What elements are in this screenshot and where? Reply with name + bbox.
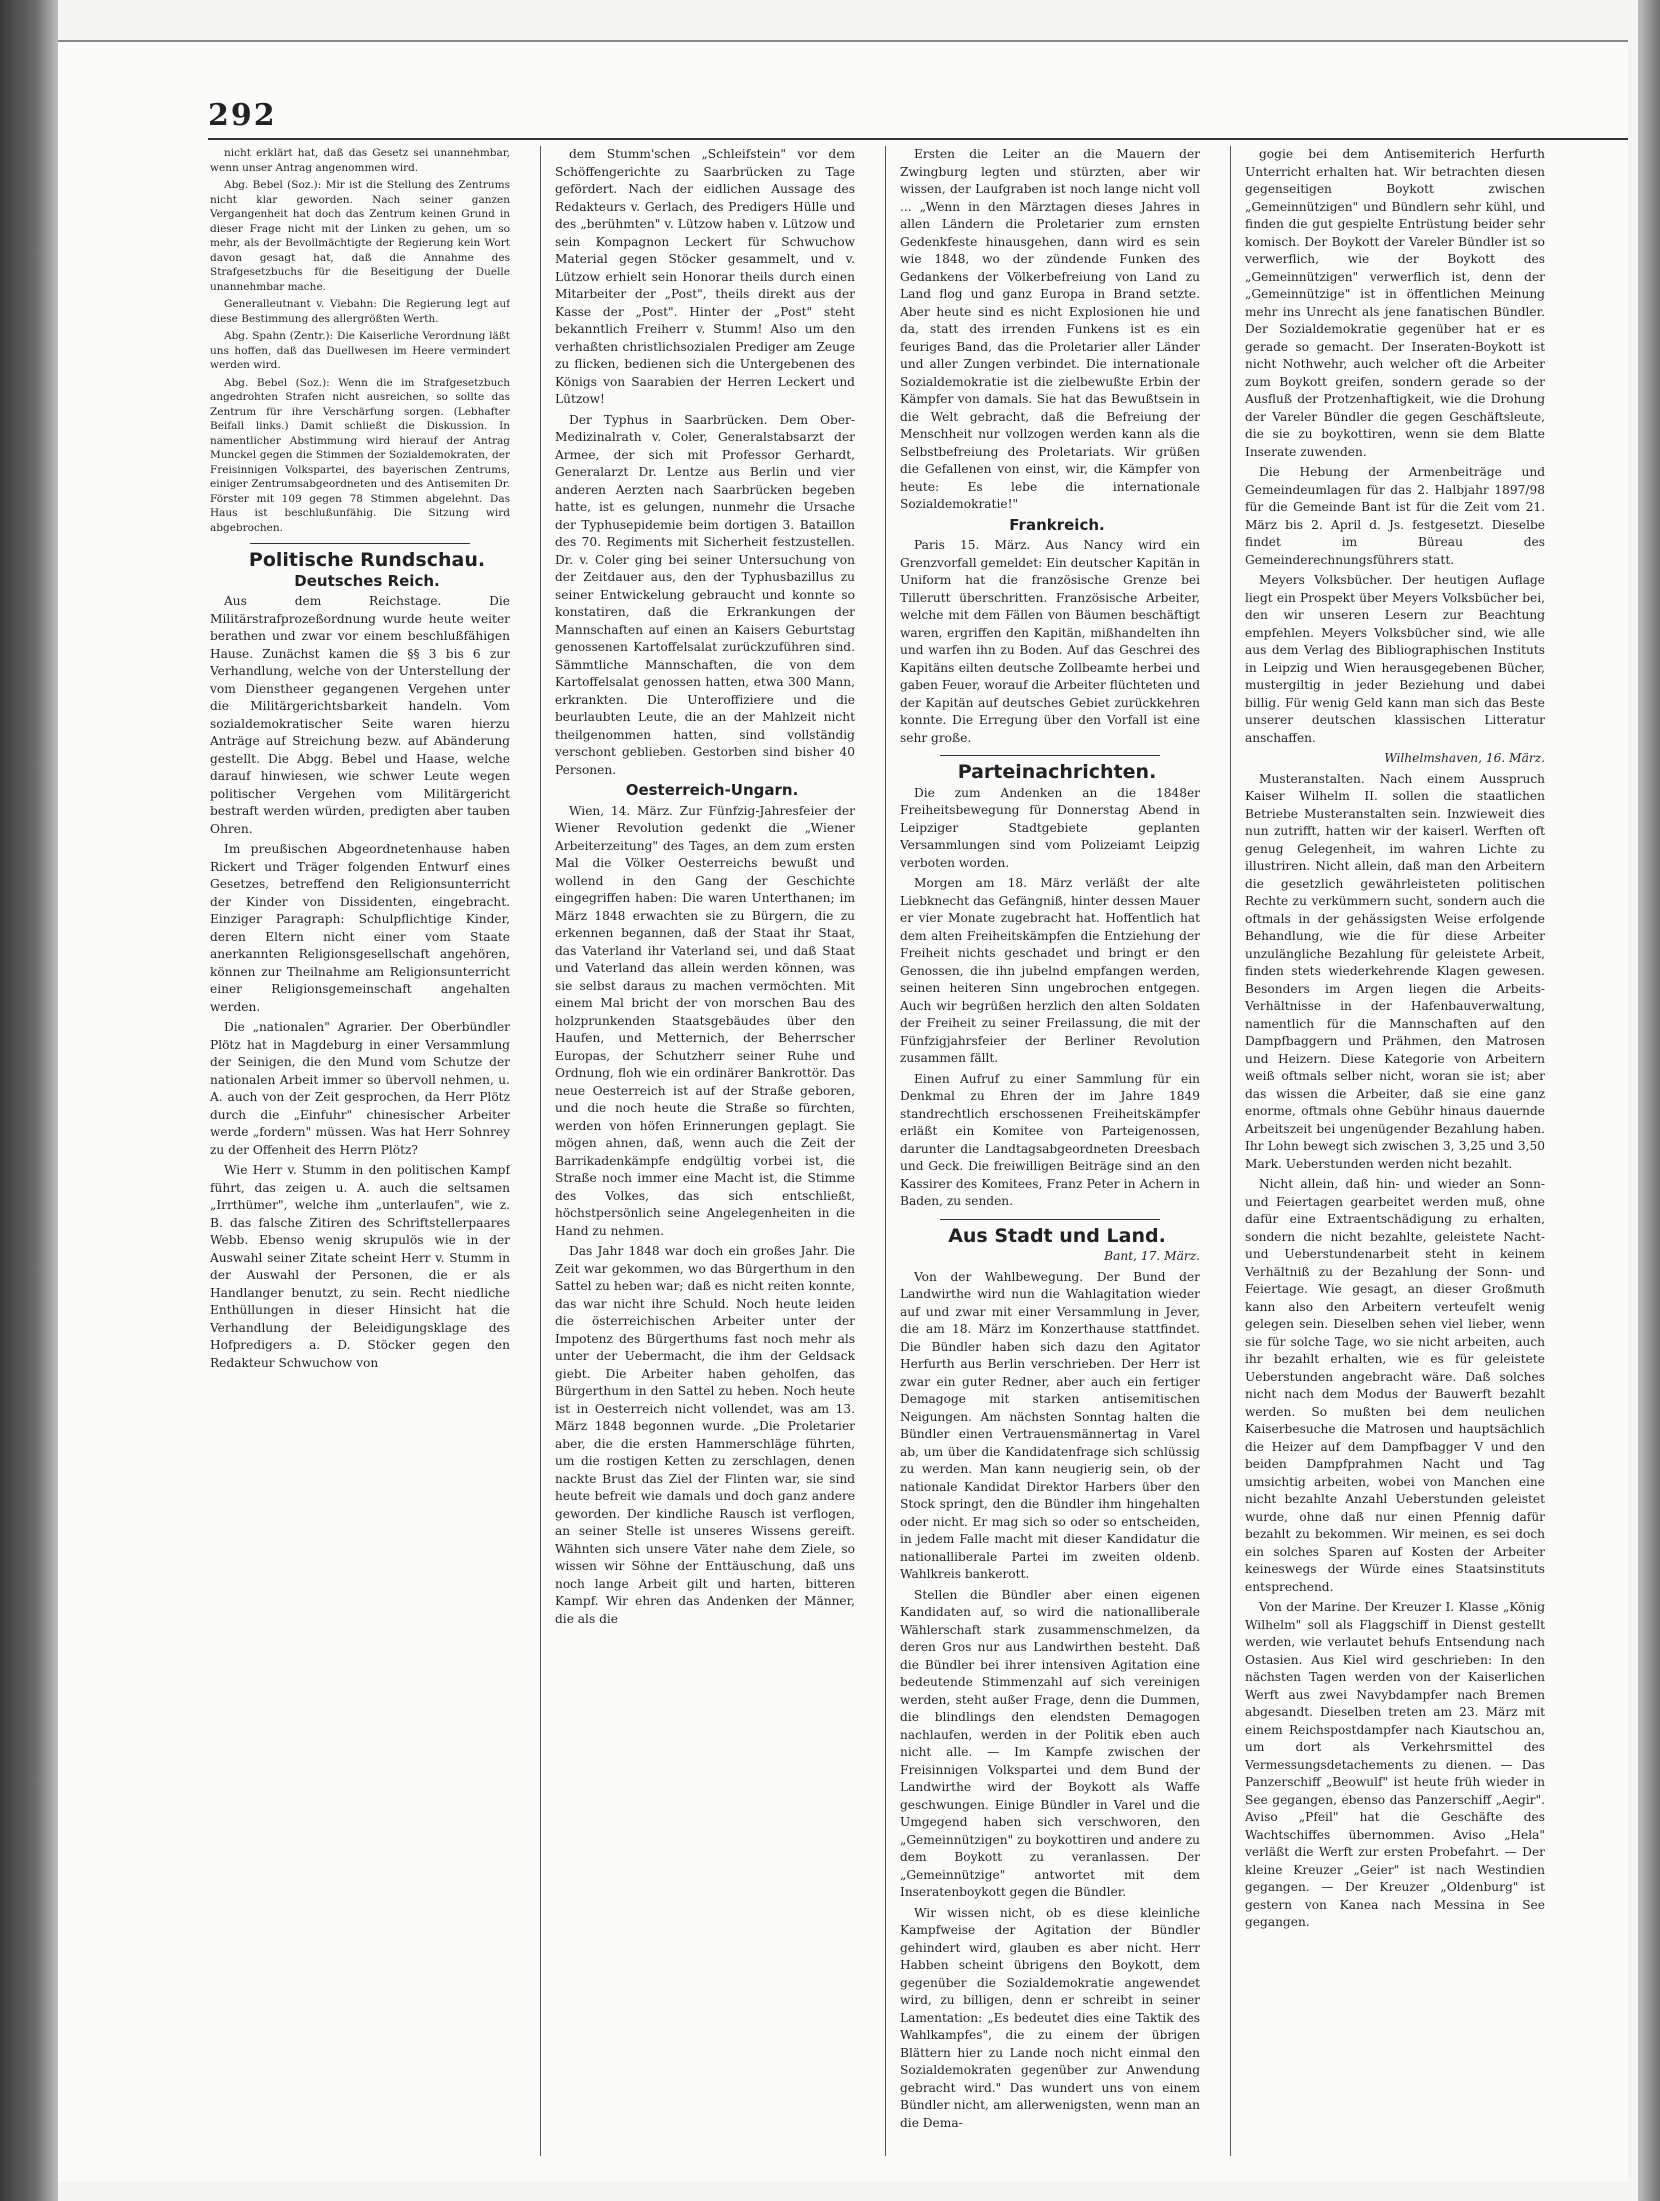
paragraph: Wie Herr v. Stumm in den politischen Kampf führt, das zeigen u. A. auch die seltsamen „Irrthümer", welche ihm „unterlaufen", wie z. B. das falsche Zitiren des Schriftstellerpaares Webb. Ebenso wenig skrupulös wie in der Auswahl seiner Zitate scheint Herr v. Stumm in der Auswahl der Personen, die er als Handlanger benutzt, zu sein. Recht niedliche Enthüllungen in dieser Hinsicht hat die Verhandlung der Beleidigungsklage des Hofpredigers a. D. Stöcker gegen den Redakteur Schwuchow von — [210, 1163, 510, 1370]
section-heading: Parteinachrichten. — [957, 761, 1157, 783]
subsection-heading: Deutsches Reich. — [294, 571, 440, 590]
paragraph: Einen Aufruf zu einer Sammlung für ein Denkmal zu Ehren der im Jahre 1849 standrechtlich erschossenen Freiheitskämpfer erläßt ein Komitee von Parteigenossen, darunter die Landtagsabgeordneten Dreesbach und Geck. Die freiwilligen Beiträge sind an den Kassirer des Komitees, Franz Peter in Achern in Baden, zu senden. — [900, 1071, 1200, 1208]
column-divider — [885, 146, 886, 2156]
paragraph: Morgen am 18. März verläßt der alte Liebknecht das Gefängniß, hinter dessen Mauer er vier Monate zugebracht hat. Hoffentlich hat dem alten Freiheitskämpfen die Entziehung der Freiheit nichts geschadet und bringt er den Genossen, die ihn jubelnd empfangen werden, seinen heiteren Sinn ungebrochen entgegen. Auch wir begrüßen herzlich den alten Soldaten der Freiheit zu seiner Freilassung, die mit der Fünfzigjahrsfeier der Berliner Revolution zusammen fällt. — [900, 876, 1200, 1065]
paragraph: Die „nationalen" Agrarier. Der Oberbündler Plötz hat in Magdeburg in einer Versammlung der Seinigen, die den Mund vom Schutze der nationalen Arbeit immer so übervoll nehmen, u. A. auch von der Zeit gesprochen, da Herr Plötz durch die „Einfuhr" chinesischer Arbeiter werde „fordern" müssen. Was hat Herr Sohnrey zu der Offenheit des Herrn Plötz? — [210, 1020, 510, 1157]
paragraph: Von der Wahlbewegung. Der Bund der Landwirthe wird nun die Wahlagitation wieder auf und zwar mit einer Versammlung in Jever, die am 18. März im Konzerthause stattfindet. Die Bündler haben sich dazu den Agitator Herfurth aus Berlin verschrieben. Der Herr ist zwar ein guter Redner, aber auch ein fertiger Demagoge mit starken antisemitischen Neigungen. Am nächsten Sonntag halten die Bündler einen Vertrauensmännertag in Varel ab, um über die Kandidatenfrage sich schlüssig zu werden. Man kann neugierig sein, ob der nationale Kandidat Direktor Harbers über den Stock springt, den die Bündler ihm hingehalten oder nicht. Er mag sich so oder so entscheiden, in jedem Falle macht mit dieser Kandidatur die nationalliberale Partei im zweiten oldenb. Wahlkreis bankerott. — [900, 1269, 1200, 1581]
paragraph: Abg. Spahn (Zentr.): Die Kaiserliche Verordnung läßt uns hoffen, daß das Duellwesen im Heere vermindert werden wird. — [210, 330, 510, 371]
header-rule — [208, 138, 1628, 140]
subsection-heading: Frankreich. — [1009, 515, 1105, 534]
paragraph: Generalleutnant v. Viebahn: Die Regierung legt auf diese Bestimmung des allergrößten Werth. — [210, 298, 510, 325]
column-divider — [1230, 146, 1231, 2156]
paragraph: Nicht allein, daß hin- und wieder an Sonn- und Feiertagen gearbeitet werden muß, ohne dafür eine Extraentschädigung zu erhalten, sondern die nicht bezahlte, geleistete Nacht- und Ueberstundenarbeit steht in keinem Verhältniß zu der Bezahlung der Sonn- und Feiertage. Wie gesagt, an dieser Großmuth kann also den Arbeitern verteufelt wenig gelegen sein. Dieselben sehen viel lieber, wenn sie für solche Tage, wo sie nicht arbeiten, auch ihr bezahlt erhalten, wie es für geleistete Ueberstunden angebracht wäre. Daß solches nicht nach dem Modus der Bauwerft bezahlt werden. So mußten bei dem neulichen Kaiserbesuche die Matrosen und hauptsächlich die Heizer auf dem Dampfbagger V und den beiden Dampfprahmen Nacht und Tag umsichtig arbeiten, wobei von Manchen eine nicht bezahlte Anzahl Ueberstunden geleistet wurde, ohne daß nur einen Pfennig dafür bezahlt zu bekommen. Wir meinen, es sei doch ein solches Sparen auf Kosten der Arbeiter keineswegs der Würde eines Staatsinstituts entsprechend. — [1245, 1177, 1545, 1594]
paragraph: dem Stumm'schen „Schleifstein" vor dem Schöffengerichte zu Saarbrücken zu Tage gefördert. Nach der eidlichen Aussage des Redakteurs v. Gerlach, des Predigers Hülle und des „berühmten" v. Lützow haben v. Lützow und sein Kompagnon Leckert für Schwuchow Material gegen Stöcker gesammelt, und v. Lützow erhielt sein Honorar theils durch einen Mitarbeiter der „Post", theils direkt aus der Kasse der „Post". Hinter der „Post" steht bekanntlich Freiherr v. Stumm! Also um den verhaßten christlichsozialen Prediger am Zeuge zu flicken, bedienen sich die Untergebenen des Königs von Saarabien der Herren Leckert und Lützow! — [555, 147, 855, 406]
section-separator — [940, 1219, 1160, 1220]
paragraph: Abg. Bebel (Soz.): Wenn die im Strafgesetzbuch angedrohten Strafen nicht ausreichen, so sollte das Zentrum für ihre Verschärfung sorgen. (Lebhafter Beifall links.) Damit schließt die Diskussion. In namentlicher Abstimmung wird hierauf der Antrag Munckel gegen die Stimmen der Sozialdemokraten, der Freisinnigen Volkspartei, des bayerischen Zentrums, einiger Zentrumsabgeordneten und des Antisemiten Dr. Förster mit 109 gegen 78 Stimmen abgelehnt. Das Haus ist beschlußunfähig. Die Sitzung wird abgebrochen. — [210, 376, 510, 534]
column-divider — [540, 146, 541, 2156]
subsection-heading: Oesterreich-Ungarn. — [625, 781, 799, 799]
paragraph: Die zum Andenken an die 1848er Freiheitsbewegung für Donnerstag Abend in Leipziger Stadtgebiete geplanten Versammlungen sind vom Polizeiamt Leipzig verboten worden. — [900, 785, 1200, 870]
dateline: Wilhelmshaven, 16. März. — [1384, 751, 1545, 765]
paragraph: nicht erklärt hat, daß das Gesetz sei unannehmbar, wenn unser Antrag angenommen wird. — [210, 147, 510, 174]
paragraph: Abg. Bebel (Soz.): Mir ist die Stellung des Zentrums nicht klar geworden. Nach seiner ganzen Vergangenheit hat doch das Zentrum keinen Grund in dieser Frage nicht mit der Linken zu gehen, um so mehr, als der Bevollmächtigte der Regierung kein Wort davon gesagt hat, daß die Annahme des Strafgesetzbuchs für die Beseitigung der Duelle unannehmbar mache. — [210, 179, 510, 293]
paragraph: Paris 15. März. Aus Nancy wird ein Grenzvorfall gemeldet: Ein deutscher Kapitän in Uniform hat die französische Grenze bei Tillerutt überschritten. Französische Arbeiter, welche mit dem Fällen von Bäumen beschäftigt waren, ergriffen den Kapitän, mißhandelten ihn und warfen ihn zu Boden. Auf das Geschrei des Kapitäns eilten deutsche Zollbeamte herbei und gaben Feuer, worauf die Arbeiter flüchteten und der Kapitän auf deutsches Gebiet zurückkehren konnte. Die Erregung über den Vorfall ist eine sehr große. — [900, 538, 1200, 745]
paragraph: Von der Marine. Der Kreuzer I. Klasse „König Wilhelm" soll als Flaggschiff in Dienst gestellt werden, wie verlautet behufs Entsendung nach Ostasien. Aus Kiel wird geschrieben: In den nächsten Tagen werden von der Kaiserlichen Werft aus zwei Navybdampfer nach Bremen abgesandt. Dieselben treten am 23. März mit einem Reichspostdampfer nach Kiautschou an, um dort als Verkehrsmittel des Vermessungsdetachements zu dienen. — Das Panzerschiff „Beowulf" ist heute früh wieder in See gegangen, ebenso das Panzerschiff „Aegir". Aviso „Pfeil" hat die Geschäfte des Wachtschiffes übernommen. Aviso „Hela" verläßt die Werft zur ersten Probefahrt. — Der kleine Kreuzer „Geier" ist nach Westindien gegangen. — Der Kreuzer „Oldenburg" ist gestern von Kanea nach Messina in See gegangen. — [1245, 1600, 1545, 1929]
column-3 — [900, 146, 1200, 2156]
paragraph: Stellen die Bündler aber einen eigenen Kandidaten auf, so wird die nationalliberale Wählerschaft stark zusammenschmelzen, da deren Gros nur aus Landwirthen besteht. Daß die Bündler bei ihrer intensiven Agitation eine bedeutende Stimmenzahl auf sich vereinigen werden, steht außer Frage, denn die Dummen, die blindlings den elendsten Demagogen nachlaufen, werden in der Politik eben auch nicht alle. — Im Kampfe zwischen der Freisinnigen Volkspartei und dem Bund der Landwirthe wird der Boykott als Waffe geschwungen. Einige Bündler in Varel und die Umgegend haben sich verschworen, den „Gemeinnützigen" zu boykottiren und andere zu dem Boykott zu veranlassen. Der „Gemeinnützige" antwortet mit dem Inseratenboykott gegen die Bündler. — [900, 1587, 1200, 1899]
section-separator — [940, 755, 1160, 756]
paragraph: Meyers Volksbücher. Der heutigen Auflage liegt ein Prospekt über Meyers Volksbücher bei, den wir unseren Lesern zur Beachtung empfehlen. Meyers Volksbücher sind, wie alle aus dem Verlag des Bibliographischen Instituts in Leipzig und Wien herausgegebenen Bücher, mustergiltig in jeder Beziehung und dabei billig. Für wenig Geld kann man sich das Beste unserer deutschen klassischen Litteratur anschaffen. — [1245, 573, 1545, 745]
page-number: 292 — [208, 98, 277, 133]
column-4 — [1245, 146, 1545, 2156]
section-heading: Politische Rundschau. — [248, 549, 486, 571]
paragraph: gogie bei dem Antisemiterich Herfurth Unterricht erhalten hat. Wir betrachten diesen gegenseitigen Boykott zwischen „Gemeinnützigen" und Bündlern sehr kühl, und finden die gut gespielte Entrüstung beider sehr komisch. Der Boykott der Vareler Bündler ist so verwerflich, wie der Boykott des „Gemeinnützigen" verwerflich ist, denn der „Gemeinnützige" ist in öffentlichen Meinung mehr ins Unrecht als jene fanatischen Bündler. Der Sozialdemokratie gegenüber hat er es gerade so gemacht. Der Inseraten-Boykott ist nicht Nothwehr, auch welcher oft die Arbeiter zum Boykott greifen, sondern gerade so der Ausfluß der Protzenhaftigkeit, wie die Drohung der Vareler Bündler die gegen Geschäftsleute, die sie zu boykottiren, wenn sie dem Blatte Inserate zuwenden. — [1245, 147, 1545, 459]
section-separator — [250, 543, 470, 544]
paragraph: Der Typhus in Saarbrücken. Dem Ober-Medizinalrath v. Coler, Generalstabsarzt der Armee, der sich mit Professor Gerhardt, Generalarzt Dr. Lentze aus Berlin und vier anderen Aerzten nach Saarbrücken begeben hatte, ist es gelungen, nunmehr die Ursache der Typhusepidemie beim dortigen 3. Bataillon des 70. Regiments mit Sicherheit festzustellen. Dr. v. Coler ging bei seiner Untersuchung von der Zeitdauer aus, den der Typhusbazillus zu seiner Entwickelung gebraucht und konnte so konstatiren, daß die Erkrankungen der Mannschaften auf einen an Kaisers Geburtstag genossenen Kartoffelsalat zurückzuführen sind. Sämmtliche Mannschaften, die von dem Kartoffelsalat genossen hatten, etwa 300 Mann, erkrankten. Die Unteroffiziere und die beurlaubten Leute, die an der Mahlzeit nicht theilgenommen hatten, sind vollständig verschont geblieben. Gestorben sind bisher 40 Personen. — [555, 412, 855, 777]
paragraph: Im preußischen Abgeordnetenhause haben Rickert und Träger folgenden Entwurf eines Gesetzes, betreffend den Religionsunterricht der Kinder von Dissidenten, eingebracht. Einziger Paragraph: Schulpflichtige Kinder, deren Eltern nicht einer vom Staate anerkannten Religionsgesellschaft angehören, können zur Theilnahme am Religionsunterricht einer Religionsgemeinschaft angehalten werden. — [210, 842, 510, 1014]
book-binding-edge — [0, 0, 58, 2201]
paragraph: Die Hebung der Armenbeiträge und Gemeindeumlagen für das 2. Halbjahr 1897/98 für die Gemeinde Bant ist für die Zeit vom 21. März bis 2. April d. Js. festgesetzt. Dieselbe findet im Büreau des Gemeinderechnungsführers statt. — [1245, 465, 1545, 567]
column-1 — [210, 146, 510, 2156]
paragraph: Ersten die Leiter an die Mauern der Zwingburg legten und stürzten, aber wir wissen, der Laufgraben ist noch lange nicht voll ... „Wenn in den Märztagen dieses Jahres in allen Ländern die Proletarier zum ernsten Gedenkfeste hinausgehen, dann wird es sein wie 1848, wo der zündende Funken des Gedankens der Völkerbefreiung von Land zu Land flog und ganz Europa in Brand setzte. Aber heute sind es nicht Explosionen hie und da, statt des irrenden Funkens ist es ein feuriges Band, das die Proletarier aller Länder und aller Zungen verbindet. Die internationale Sozialdemokratie ist die zielbewußte Erbin der Kämpfer von damals. Sie hat das Bewußtsein in die Welt gebracht, daß die Befreiung der Menschheit nur vollzogen werden kann als die Selbstbefreiung des Proletariats. Wir grüßen die Gefallenen von einst, wir, die Kämpfer von heute: Es lebe die internationale Sozialdemokratie!" — [900, 147, 1200, 511]
section-heading: Aus Stadt und Land. — [948, 1224, 1166, 1247]
column-2 — [555, 146, 855, 2156]
paragraph: Aus dem Reichstage. Die Militärstrafprozeßordnung wurde heute weiter berathen und zwar vor einem beschlußfähigen Hause. Zunächst kamen die §§ 3 bis 6 zur Verhandlung, welche von der Unterstellung der vom Dienstheer gegangenen Vergehen unter die Militärgerichtsbarkeit handeln. Vom sozialdemokratischer Seite waren hierzu Anträge auf Streichung bezw. auf Abänderung gestellt. Die Abgg. Bebel und Haase, welche darauf hinwiesen, wie schwer Leute wegen politischer Vergehen vom Militärgericht bestraft werden würden, predigten aber tauben Ohren. — [210, 594, 510, 836]
page-stack-edge — [1638, 0, 1660, 2201]
paragraph: Das Jahr 1848 war doch ein großes Jahr. Die Zeit war gekommen, wo das Bürgerthum in den Sattel zu heben war; daß es nicht reiten konnte, das war nicht ihre Schuld. Noch heute leiden die österreichischen Arbeiter unter der Impotenz des Bürgerthums fast noch mehr als unter der Uebermacht, die ihm der Geldsack giebt. Die Arbeiter haben geholfen, das Bürgerthum in den Sattel zu heben. Noch heute ist in Oesterreich nicht vollendet, was am 13. März 1848 begonnen wurde. „Die Proletarier aber, die die ersten Hammerschläge führten, um die rostigen Ketten zu zerschlagen, denen nackte Brust das Ziel der Flinten war, sie sind heute befreit wie damals und doch ganz andere geworden. Der kindliche Rausch ist verflogen, an seiner Stelle ist unseres Wissens gereift. Wähnten sich unsere Väter nahe dem Ziele, so wissen wir Söhne der Enttäuschung, daß uns noch lange Arbeit gilt und harten, bitteren Kampf. Wir ehren das Andenken der Männer, die als die — [555, 1244, 855, 1626]
dateline: Bant, 17. März. — [1104, 1249, 1200, 1263]
paragraph: Wien, 14. März. Zur Fünfzig-Jahresfeier der Wiener Revolution gedenkt die „Wiener Arbeiterzeitung" des Tages, an dem zum ersten Mal die Völker Oesterreichs bewußt und wollend in den Gang der Geschichte eingegriffen haben: Die waren Unterthanen; im März 1848 erwachten sie zu Bürgern, die zu erkennen begannen, daß der Staat ihr Staat, das Vaterland ihr Vaterland sei, und daß Staat und Vaterland das allein werden können, was sie selbst daraus zu machen vermöchten. Mit einem Mal bricht der von morschen Bau des holzprunkenden Staatsgebäudes über den Haufen, und Metternich, der Beherrscher Europas, der Schutzherr seiner Ruhe und Ordnung, floh wie ein ordinärer Bankrottör. Das neue Oesterreich ist auf der Straße geboren, und die noch heute die Straße so fürchten, werden von höfen Erinnerungen geplagt. Sie mögen ahnen, daß, wenn auch die Zeit der Barrikadenkämpfe endgültig vorbei ist, die Straße noch immer eine Macht ist, die Stimme des Volkes, das sich entschließt, höchstpersönlich seine Angelegenheiten in die Hand zu nehmen. — [555, 803, 855, 1238]
paragraph: Musteranstalten. Nach einem Ausspruch Kaiser Wilhelm II. sollen die staatlichen Betriebe Musteranstalten sein. Inzwieweit dies nun zutrifft, hatten wir der kaiserl. Werften oft genug Gelegenheit, im wahren Lichte zu illustriren. Nicht allein, daß man den Arbeitern die gesetzlich gewährleisteten politischen Rechte zu verkümmern sucht, sondern auch die oftmals in der gehässigsten Weise erfolgende Behandlung, wie die für diese Arbeiter unzulängliche Bezahlung für geleistete Arbeit, finden stets wiederkehrende Klagen gewesen. Besonders im Argen liegen die Arbeits-Verhältnisse in der Hafenbauverwaltung, namentlich für die Mannschaften auf den Dampfbaggern und Prähmen, den Matrosen und Heizern. Diese Kategorie von Arbeitern weiß oftmals selber nicht, woran sie ist; aber das wissen die Arbeiter, daß sie eine ganz enorme, oftmals ohne Gebühr hinaus dauernde Arbeitszeit bei ungenügender Bezahlung haben. Ihr Lohn bewegt sich zwischen 3, 3,25 und 3,50 Mark. Ueberstunden werden nicht bezahlt. — [1245, 771, 1545, 1171]
paragraph: Wir wissen nicht, ob es diese kleinliche Kampfweise der Agitation der Bündler gehindert wird, glauben es aber nicht. Herr Habben scheint übrigens den Boykott, dem gegenüber die Sozialdemokratie angewendet wird, zu billigen, denn er schreibt in seiner Lamentation: „Es bedeutet dies eine Taktik des Wahlkampfes", die zu einem der übrigen Blättern hier zu Lande noch nicht einmal den Sozialdemokraten gegenüber zur Anwendung gebracht wird." Das wundert uns von einem Bündler nicht, am allerwenigsten, wenn man an die Dema- — [900, 1905, 1200, 2130]
